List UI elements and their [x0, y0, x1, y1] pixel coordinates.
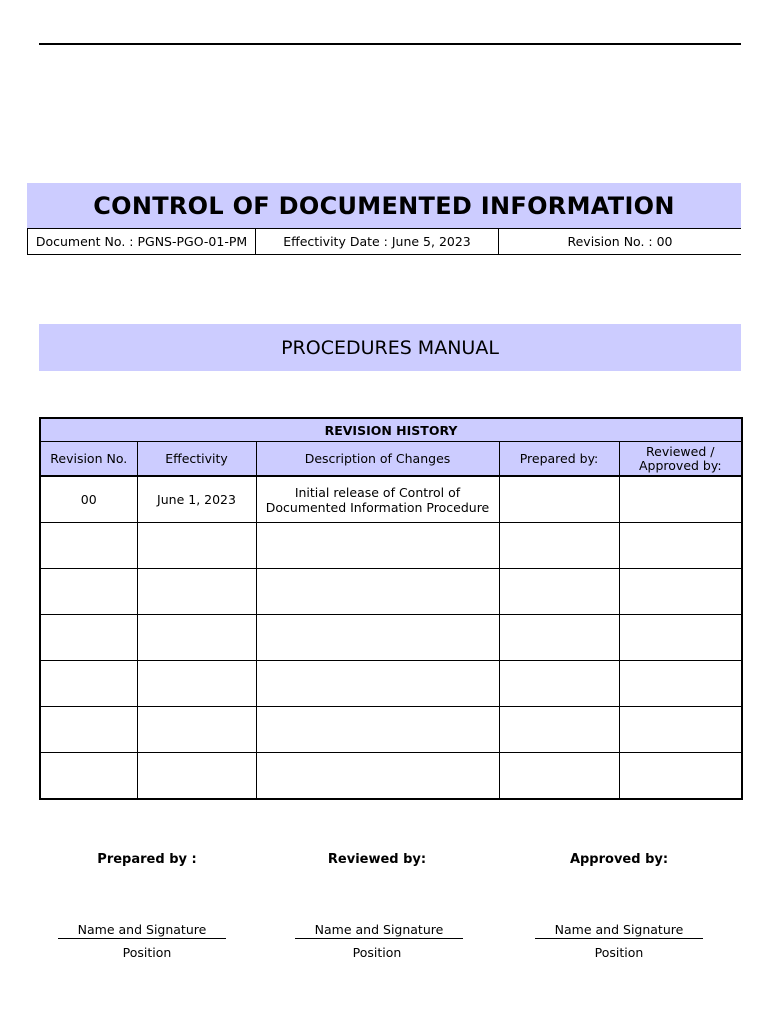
effectivity-date: Effectivity Date : June 5, 2023	[256, 229, 499, 254]
reviewed-position: Position	[352, 945, 402, 960]
manual-title: PROCEDURES MANUAL	[39, 324, 741, 371]
table-cell	[499, 661, 619, 707]
table-cell: June 1, 2023	[137, 476, 256, 523]
table-row	[40, 569, 742, 615]
column-header: Revision No.	[40, 442, 137, 477]
table-cell	[619, 753, 742, 800]
table-row	[40, 476, 742, 523]
table-cell	[40, 615, 137, 661]
table-cell	[619, 569, 742, 615]
table-cell	[499, 615, 619, 661]
table-cell	[256, 615, 499, 661]
reviewed-by-label: Reviewed by:	[327, 852, 427, 867]
table-cell	[40, 569, 137, 615]
top-rule	[39, 43, 741, 45]
table-cell	[137, 615, 256, 661]
table-cell	[137, 707, 256, 753]
table-row	[40, 661, 742, 707]
table-cell	[40, 753, 137, 800]
prepared-signature-line: Name and Signature	[58, 922, 226, 939]
document-number: Document No. : PGNS-PGO-01-PM	[27, 229, 256, 254]
table-cell	[256, 661, 499, 707]
table-cell	[256, 707, 499, 753]
table-row	[40, 615, 742, 661]
column-header: Reviewed / Approved by:	[619, 442, 742, 477]
table-cell	[40, 707, 137, 753]
table-cell	[137, 661, 256, 707]
table-cell	[619, 476, 742, 523]
table-cell	[619, 523, 742, 569]
table-row	[40, 753, 742, 800]
column-header: Prepared by:	[499, 442, 619, 477]
revision-number: Revision No. : 00	[567, 234, 673, 249]
table-cell	[499, 569, 619, 615]
table-cell: 00	[40, 476, 137, 523]
table-row	[40, 707, 742, 753]
table-row	[40, 523, 742, 569]
prepared-by-label: Prepared by :	[97, 852, 197, 867]
table-cell	[256, 523, 499, 569]
table-cell	[619, 615, 742, 661]
column-header: Effectivity	[137, 442, 256, 477]
table-cell: Initial release of Control of Documented Information Procedure	[256, 476, 499, 523]
revision-history-title: REVISION HISTORY	[40, 418, 742, 442]
table-cell	[256, 753, 499, 800]
table-cell	[499, 753, 619, 800]
approved-position: Position	[594, 945, 644, 960]
table-cell	[499, 523, 619, 569]
prepared-position: Position	[122, 945, 172, 960]
table-header-row	[40, 442, 742, 477]
reviewed-signature-line: Name and Signature	[295, 922, 463, 939]
table-cell	[40, 661, 137, 707]
table-cell	[256, 569, 499, 615]
table-cell	[137, 753, 256, 800]
revision-history-table	[39, 417, 743, 800]
document-title: CONTROL OF DOCUMENTED INFORMATION	[27, 183, 741, 228]
table-cell	[619, 707, 742, 753]
column-header: Description of Changes	[256, 442, 499, 477]
document-meta-row	[27, 228, 741, 255]
table-cell	[619, 661, 742, 707]
approved-by-label: Approved by:	[569, 852, 669, 867]
table-cell	[137, 523, 256, 569]
table-cell	[499, 476, 619, 523]
approved-signature-line: Name and Signature	[535, 922, 703, 939]
table-cell	[499, 707, 619, 753]
table-cell	[40, 523, 137, 569]
table-cell	[137, 569, 256, 615]
